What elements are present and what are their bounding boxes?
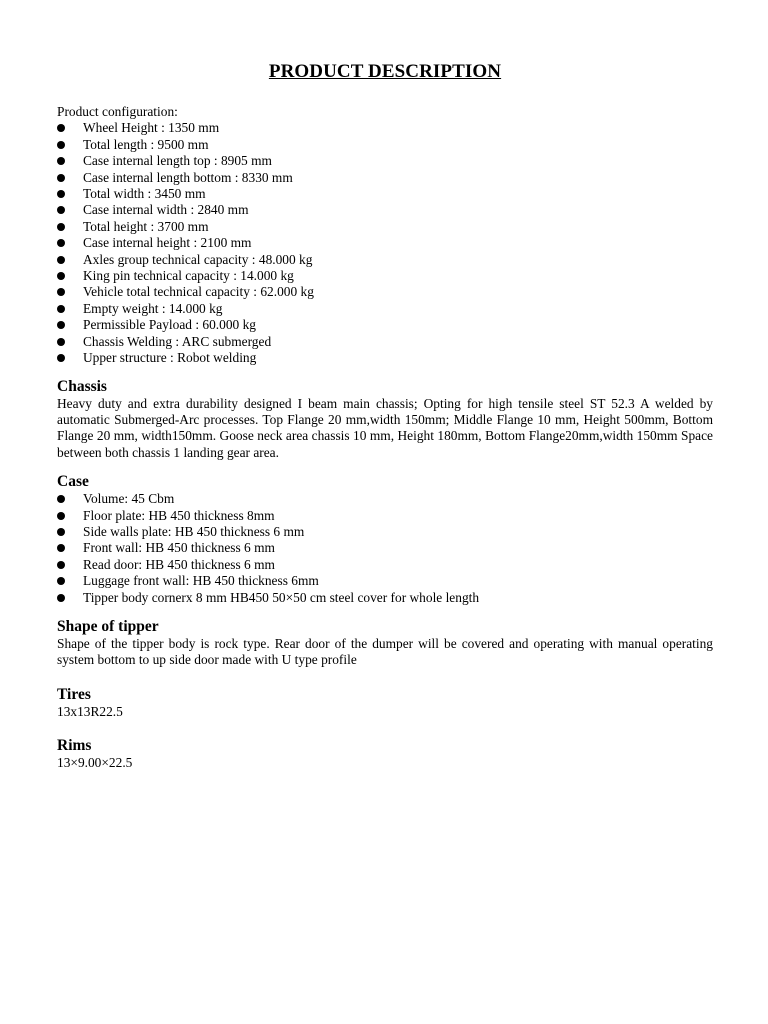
- list-item: [57, 235, 713, 251]
- list-item-text: Axles group technical capacity : 48.000 kg: [83, 251, 313, 267]
- list-item: [57, 508, 713, 524]
- bullet-icon: [57, 528, 65, 536]
- shape-paragraph: Shape of the tipper body is rock type. Rear door of the dumper will be covered and operating with manual operating system bottom to up side door made with U type profile: [57, 635, 713, 668]
- list-item: [57, 252, 713, 268]
- list-item: [57, 153, 713, 169]
- bullet-icon: [57, 239, 65, 247]
- list-item-text: Tipper body cornerx 8 mm HB450 50×50 cm steel cover for whole length: [83, 589, 480, 605]
- list-item-text: King pin technical capacity : 14.000 kg: [83, 268, 294, 284]
- bullet-icon: [57, 338, 65, 346]
- list-item-text: Case internal height : 2100 mm: [83, 235, 252, 251]
- list-item-text: Total width : 3450 mm: [83, 186, 206, 202]
- list-item: [57, 557, 713, 573]
- list-item-text: Read door: HB 450 thickness 6 mm: [83, 556, 275, 572]
- list-item: [57, 317, 713, 333]
- document-page: [57, 58, 713, 772]
- list-item: [57, 284, 713, 300]
- case-section: [57, 473, 713, 606]
- list-item-text: Case internal length bottom : 8330 mm: [83, 169, 293, 185]
- tires-section: [57, 686, 713, 720]
- list-item: [57, 137, 713, 153]
- list-item-text: Vehicle total technical capacity : 62.000 kg: [83, 284, 314, 300]
- bullet-icon: [57, 190, 65, 198]
- bullet-icon: [57, 288, 65, 296]
- list-item: [57, 524, 713, 540]
- rims-value: 13×9.00×22.5: [57, 755, 133, 771]
- list-item-text: Front wall: HB 450 thickness 6 mm: [83, 540, 275, 556]
- list-item-text: Total length : 9500 mm: [83, 136, 209, 152]
- tires-heading: Tires: [57, 685, 91, 703]
- bullet-icon: [57, 157, 65, 165]
- list-item: [57, 491, 713, 507]
- list-item-text: Upper structure : Robot welding: [83, 350, 257, 366]
- list-item-text: Luggage front wall: HB 450 thickness 6mm: [83, 573, 319, 589]
- list-item-text: Side walls plate: HB 450 thickness 6 mm: [83, 523, 305, 539]
- bullet-icon: [57, 256, 65, 264]
- bullet-icon: [57, 561, 65, 569]
- bullet-icon: [57, 495, 65, 503]
- list-item-text: Volume: 45 Cbm: [83, 491, 175, 507]
- page-title: PRODUCT DESCRIPTION: [268, 61, 502, 82]
- shape-section: [57, 618, 713, 669]
- list-item: [57, 170, 713, 186]
- bullet-icon: [57, 124, 65, 132]
- list-item-text: Case internal length top : 8905 mm: [83, 153, 272, 169]
- rims-heading: Rims: [57, 737, 92, 755]
- case-heading: Case: [57, 473, 89, 491]
- list-item: [57, 350, 713, 366]
- list-item-text: Wheel Height : 1350 mm: [83, 120, 220, 136]
- list-item-text: Case internal width : 2840 mm: [83, 202, 249, 218]
- rims-section: [57, 737, 713, 771]
- bullet-icon: [57, 577, 65, 585]
- bullet-icon: [57, 174, 65, 182]
- list-item: [57, 202, 713, 218]
- list-item: [57, 590, 713, 606]
- configuration-label: Product configuration:: [57, 104, 178, 119]
- list-item: [57, 334, 713, 350]
- list-item: [57, 301, 713, 317]
- list-item: [57, 219, 713, 235]
- configuration-list: [57, 120, 713, 366]
- bullet-icon: [57, 594, 65, 602]
- shape-heading: Shape of tipper: [57, 617, 159, 635]
- tires-value: 13x13R22.5: [57, 703, 123, 719]
- list-item: [57, 186, 713, 202]
- list-item-text: Chassis Welding : ARC submerged: [83, 333, 272, 349]
- list-item-text: Total height : 3700 mm: [83, 218, 209, 234]
- bullet-icon: [57, 206, 65, 214]
- chassis-heading: Chassis: [57, 377, 107, 395]
- list-item: [57, 573, 713, 589]
- list-item-text: Permissible Payload : 60.000 kg: [83, 317, 256, 333]
- chassis-paragraph: Heavy duty and extra durability designed I beam main chassis; Opting for high tensile steel ST 52.3 A welded by automatic Submerged-Arc processes. Top Flange 20 mm,width 150mm; Middle Flange 10 mm, Height 500mm, Bottom Flange 20 mm, width150mm. Goose neck area chassis 10 mm, Height 180mm, Bottom Flange20mm,width 150mm Space between both chassis 1 landing gear area.: [57, 395, 713, 460]
- bullet-icon: [57, 305, 65, 313]
- list-item: [57, 120, 713, 136]
- list-item-text: Empty weight : 14.000 kg: [83, 300, 223, 316]
- case-list: [57, 491, 713, 606]
- bullet-icon: [57, 141, 65, 149]
- bullet-icon: [57, 354, 65, 362]
- list-item: [57, 268, 713, 284]
- list-item: [57, 540, 713, 556]
- bullet-icon: [57, 512, 65, 520]
- bullet-icon: [57, 321, 65, 329]
- chassis-section: [57, 378, 713, 462]
- bullet-icon: [57, 272, 65, 280]
- list-item-text: Floor plate: HB 450 thickness 8mm: [83, 507, 275, 523]
- bullet-icon: [57, 544, 65, 552]
- bullet-icon: [57, 223, 65, 231]
